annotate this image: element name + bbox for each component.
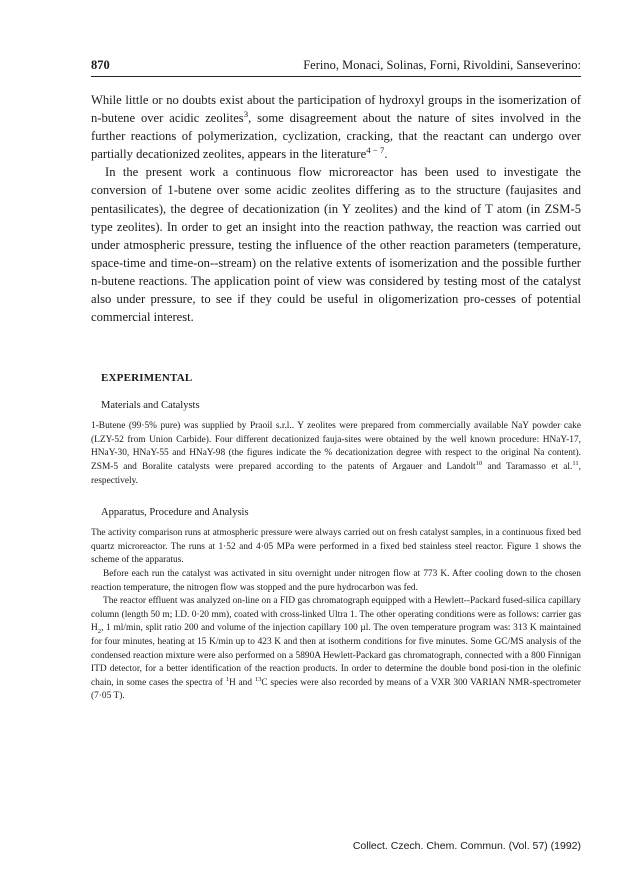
apparatus-text bbox=[91, 527, 581, 704]
header-authors: Ferino, Monaci, Solinas, Forni, Rivoldini, Sanseverino: bbox=[303, 58, 581, 72]
reference-marker: 10 bbox=[475, 459, 483, 467]
body-text: The reactor effluent was analyzed on-line on a FID gas chromatograph equipped with a Hewlett--Packard fused-silica capillary column (length 50 m; I.D. 0·20 mm), coated with cross-linked Ultra 1. The other operating conditions were as follows: carrier gas H bbox=[91, 596, 581, 634]
page-number: 870 bbox=[91, 58, 110, 72]
reference-marker: 4 − 7 bbox=[366, 145, 385, 156]
intro-paragraph-1 bbox=[91, 91, 581, 163]
intro-paragraph-2: In the present work a continuous flow microreactor has been used to investigate the conversion of 1-butene over some acidic zeolites differing as to the structure (faujasites and pentasilicates), the degree of decationization (in Y zeolites) and the kind of T atom (in ZSM-5 type zeolites). In order to get an insight into the reaction pathway, the reaction was carried out under atmospheric pressure, testing the influence of the other reaction parameters (temperature, space-time and time-on--stream) on the relative extents of isomerization and the possible further n-butene reactions. The application point of view was considered by testing most of the catalyst also under pressure, to see if they could be useful in oligomerization pro-cesses of potential commercial interest. bbox=[91, 165, 581, 325]
apparatus-paragraph-1: The activity comparison runs at atmospheric pressure were always carried out on fresh catalyst samples, in a continuous fixed bed quartz microreactor. The runs at 1·52 and 4·05 MPa were performed in a fixed bed stainless steel reactor. Figure 1 shows the scheme of the apparatus. bbox=[91, 528, 581, 566]
body-text: , 1 ml/min, split ratio 200 and volume of the injection capillary 100 µl. The oven temperature program was: 313 K maintained for four minutes, heating at 15 K/min up to 423 K and then at isotherm conditions for five minutes. Some GC/MS analysis of the condensed reaction mixture were also performed on a 5890A Hewlett-Packard gas chromatograph, connected with a 800 Finnigan ITD detector, for a better identification of the reaction products. In order to determine the double bond posi-tion in the olefinic chain, in some cases the spectra of bbox=[91, 623, 581, 688]
reference-marker: 3 bbox=[243, 108, 249, 119]
subscript: 2 bbox=[97, 628, 102, 636]
body-text: C species were also recorded by means of a VXR 300 VARIAN NMR-spectrometer (7·05 T). bbox=[91, 677, 581, 702]
intro-text: , some disagreement about the nature of sites involved in the further reactions of polymerization, cyclization, cracking, that the reactant can undergo over partially decationized zeolites, appears in the literature bbox=[91, 111, 581, 162]
journal-citation: Collect. Czech. Chem. Commun. (Vol. 57) (1992) bbox=[352, 840, 581, 852]
section-title: EXPERIMENTAL bbox=[101, 372, 193, 385]
intro-text: While little or no doubts exist about the participation of hydroxyl groups in the isomerization of n-butene over acidic zeolites bbox=[91, 93, 581, 126]
materials-paragraph bbox=[91, 420, 581, 488]
reference-marker: 11 bbox=[572, 459, 579, 467]
apparatus-paragraph-2: Before each run the catalyst was activated in situ overnight under nitrogen flow at 773 K. After cooling down to the chosen reaction temperature, the nitrogen flow was stopped and the pure hydrocarbon was fed. bbox=[91, 568, 581, 593]
intro-text: . bbox=[384, 147, 388, 162]
superscript: 1 bbox=[225, 675, 229, 683]
subsection-title-apparatus: Apparatus, Procedure and Analysis bbox=[101, 507, 249, 519]
page bbox=[91, 58, 581, 852]
running-header bbox=[91, 58, 581, 77]
body-text: and Taramasso et al. bbox=[482, 462, 573, 472]
intro-section bbox=[91, 91, 581, 326]
materials-text bbox=[91, 420, 581, 488]
body-text: H and bbox=[228, 677, 255, 688]
apparatus-paragraph-3 bbox=[91, 595, 581, 704]
body-text: , respectively. bbox=[91, 462, 581, 486]
body-text: 1-Butene (99·5% pure) was supplied by Praoil s.r.l.. Y zeolites were prepared from commercially available NaY powder cake (LZY-52 from Union Carbide). Four different decationized fauja-sites were obtained by the well known procedure: HNaY-17, HNaY-30, HNaY-55 and HNaY-98 (the figures indicate the % decationization degree with respect to the original Na content). ZSM-5 and Boralite catalysts were prepared according to the patents of Argauer and Landolt bbox=[91, 421, 581, 472]
superscript: 13 bbox=[254, 675, 262, 683]
subsection-title-materials: Materials and Catalysts bbox=[101, 400, 200, 412]
